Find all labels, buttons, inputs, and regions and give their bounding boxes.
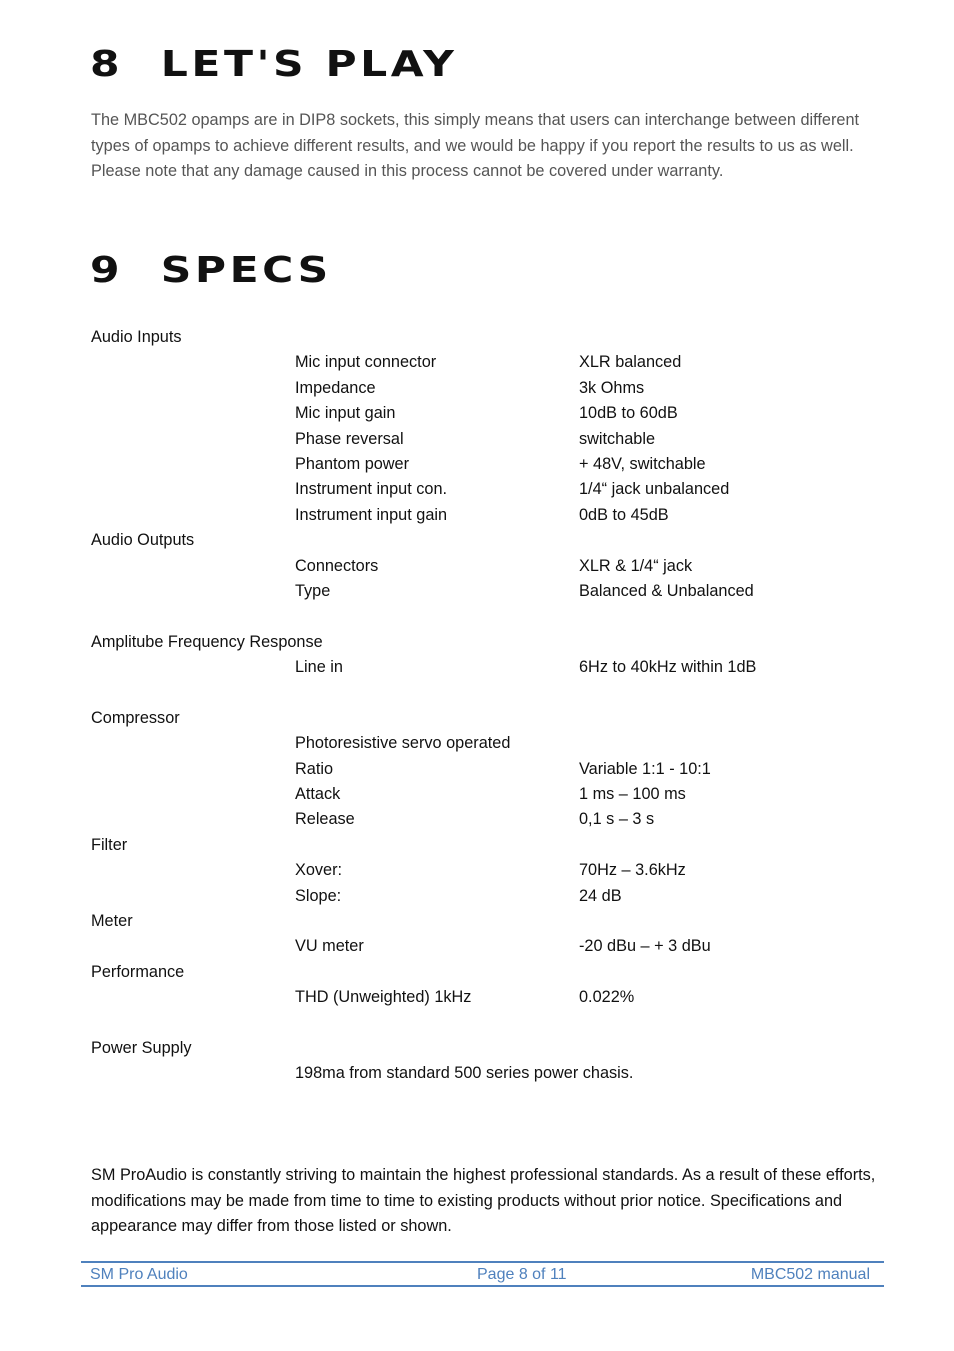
spec-label: Xover: xyxy=(295,861,343,880)
spec-row xyxy=(91,782,871,807)
spec-category-row xyxy=(91,960,871,985)
spec-value: XLR balanced xyxy=(579,353,682,372)
spec-label: Phase reversal xyxy=(295,429,404,448)
spec-category: Filter xyxy=(91,835,128,854)
section-9-title: SPECS xyxy=(160,250,332,291)
spec-value: 6Hz to 40kHz within 1dB xyxy=(579,658,757,677)
spec-row xyxy=(91,985,871,1010)
spec-row xyxy=(91,401,871,426)
spec-value: 0.022% xyxy=(579,988,635,1007)
spec-row xyxy=(91,655,871,680)
spec-category-row xyxy=(91,630,871,655)
spec-row xyxy=(91,858,871,883)
spec-row xyxy=(91,1061,871,1086)
spec-value: 3k Ohms xyxy=(579,378,645,397)
spec-label: VU meter xyxy=(295,937,364,956)
spec-value: Balanced & Unbalanced xyxy=(579,581,754,600)
spec-label: Instrument input con. xyxy=(295,480,448,499)
section-9-number: 9 xyxy=(90,250,124,291)
spec-value: 1/4“ jack unbalanced xyxy=(579,480,730,499)
spec-value: XLR & 1/4“ jack xyxy=(579,556,693,575)
spec-label: Phantom power xyxy=(295,454,410,473)
disclaimer-paragraph: SM ProAudio is constantly striving to maintain the highest professional standards. As a result of these efforts, modifications may be made from time to time to existing products without prior notice. Specifications and appearance may differ from those listed or shown. xyxy=(91,1166,876,1236)
spec-value: 10dB to 60dB xyxy=(579,404,678,423)
spec-row xyxy=(91,452,871,477)
spec-value: 70Hz – 3.6kHz xyxy=(579,861,686,880)
spec-spacer xyxy=(91,604,871,629)
spec-value: switchable xyxy=(579,429,656,448)
spec-category-row xyxy=(91,909,871,934)
section-8-number: 8 xyxy=(90,44,124,85)
spec-spacer xyxy=(91,1011,871,1036)
spec-row xyxy=(91,477,871,502)
spec-label: Line in xyxy=(295,658,343,677)
spec-value: Variable 1:1 - 10:1 xyxy=(579,759,711,778)
spec-label: Photoresistive servo operated xyxy=(295,734,511,753)
spec-label: Release xyxy=(295,810,355,829)
spec-category: Amplitube Frequency Response xyxy=(91,632,323,651)
footer-page-number: Page 8 of 11 xyxy=(477,1266,567,1283)
spec-row xyxy=(91,757,871,782)
spec-value: + 48V, switchable xyxy=(579,454,706,473)
spec-row xyxy=(91,350,871,375)
spec-label: Type xyxy=(295,581,331,600)
section-8-title: LET'S PLAY xyxy=(160,44,458,85)
footer-manual-title: MBC502 manual xyxy=(750,1266,870,1283)
spec-row xyxy=(91,884,871,909)
spec-row xyxy=(91,807,871,832)
spec-category: Audio Outputs xyxy=(91,531,195,550)
specs-table xyxy=(91,325,871,1087)
spec-label: 198ma from standard 500 series power chasis. xyxy=(295,1064,634,1083)
spec-label: Mic input gain xyxy=(295,404,396,423)
spec-row xyxy=(91,554,871,579)
spec-row xyxy=(91,579,871,604)
spec-label: Mic input connector xyxy=(295,353,437,372)
section-8-body: The MBC502 opamps are in DIP8 sockets, this simply means that users can interchange between different types of opamps to achieve different results, and we would be happy if you report the results to us as well. Please note that any damage caused in this process cannot be covered under warranty. xyxy=(91,111,860,181)
spec-category-row xyxy=(91,1036,871,1061)
spec-label: Attack xyxy=(295,785,341,804)
section-8-heading xyxy=(90,44,457,85)
spec-row xyxy=(91,427,871,452)
spec-row xyxy=(91,503,871,528)
spec-label: Slope: xyxy=(295,886,342,905)
spec-value: 1 ms – 100 ms xyxy=(579,785,686,804)
spec-spacer xyxy=(91,680,871,705)
footer-company: SM Pro Audio xyxy=(90,1266,188,1283)
spec-category-row xyxy=(91,833,871,858)
spec-label: Ratio xyxy=(295,759,334,778)
page-footer xyxy=(81,1261,884,1287)
spec-label: THD (Unweighted) 1kHz xyxy=(295,988,472,1007)
spec-category-row xyxy=(91,706,871,731)
spec-row xyxy=(91,934,871,959)
section-9-heading xyxy=(90,250,332,291)
spec-value: 0,1 s – 3 s xyxy=(579,810,655,829)
spec-label: Connectors xyxy=(295,556,379,575)
spec-row xyxy=(91,731,871,756)
spec-row xyxy=(91,376,871,401)
spec-label: Instrument input gain xyxy=(295,505,448,524)
spec-category: Performance xyxy=(91,962,185,981)
spec-value: 24 dB xyxy=(579,886,622,905)
spec-category: Audio Inputs xyxy=(91,328,182,346)
spec-category-row xyxy=(91,528,871,553)
spec-category: Compressor xyxy=(91,708,180,727)
spec-category: Power Supply xyxy=(91,1038,192,1057)
spec-value: 0dB to 45dB xyxy=(579,505,669,524)
spec-category: Meter xyxy=(91,911,133,930)
spec-value: -20 dBu – + 3 dBu xyxy=(579,937,711,956)
spec-label: Impedance xyxy=(295,378,376,397)
spec-category-row xyxy=(91,325,871,350)
